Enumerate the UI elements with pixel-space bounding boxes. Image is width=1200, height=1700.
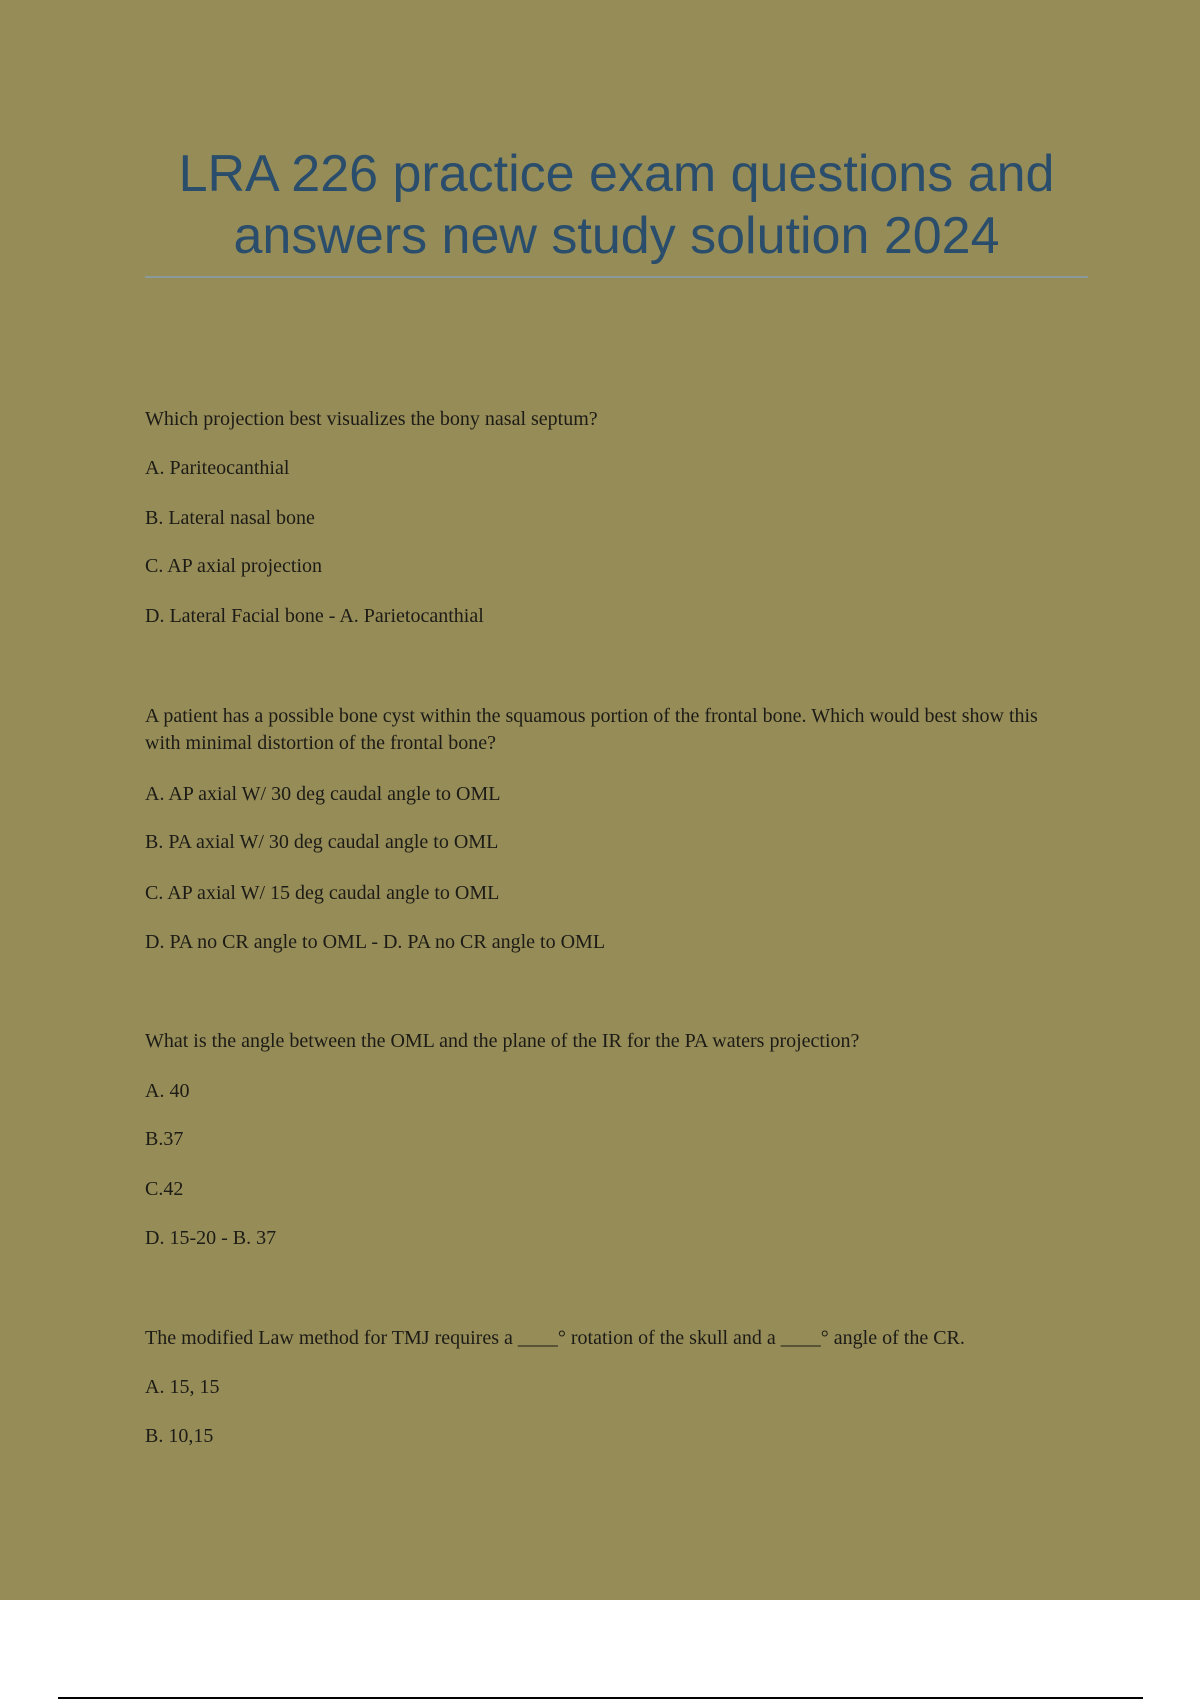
document-title: LRA 226 practice exam questions and answers new study solution 2024 [178, 145, 1055, 265]
question-2-option-b: B. PA axial W/ 30 deg caudal angle to OML [145, 831, 499, 853]
question-3-option-c: C.42 [145, 1178, 184, 1200]
question-2-prompt: A patient has a possible bone cyst within the squamous portion of the frontal bone. Which would best show this with minimal distortion of the frontal bone? [145, 705, 1038, 754]
question-2-option-d: D. PA no CR angle to OML - D. PA no CR angle to OML [145, 931, 606, 953]
title-underline [145, 276, 1088, 278]
question-4-option-b: B. 10,15 [145, 1425, 214, 1447]
question-1-option-d: D. Lateral Facial bone - A. Parietocanthial [145, 605, 484, 627]
footer-divider [58, 1697, 1143, 1699]
question-1-option-b: B. Lateral nasal bone [145, 507, 315, 529]
question-3-option-a: A. 40 [145, 1080, 190, 1102]
question-3-option-b: B.37 [145, 1128, 184, 1150]
question-2-option-c: C. AP axial W/ 15 deg caudal angle to OML [145, 882, 500, 904]
question-1-option-a: A. Pariteocanthial [145, 457, 290, 479]
question-4-option-a: A. 15, 15 [145, 1376, 220, 1398]
question-1-option-c: C. AP axial projection [145, 555, 323, 577]
question-3-prompt: What is the angle between the OML and the plane of the IR for the PA waters projection? [145, 1030, 860, 1052]
question-2-option-a: A. AP axial W/ 30 deg caudal angle to OML [145, 783, 501, 805]
question-4-prompt: The modified Law method for TMJ requires a ____° rotation of the skull and a ____° angle of the CR. [145, 1327, 965, 1349]
question-1-prompt: Which projection best visualizes the bony nasal septum? [145, 408, 598, 430]
question-3-option-d: D. 15-20 - B. 37 [145, 1227, 277, 1249]
